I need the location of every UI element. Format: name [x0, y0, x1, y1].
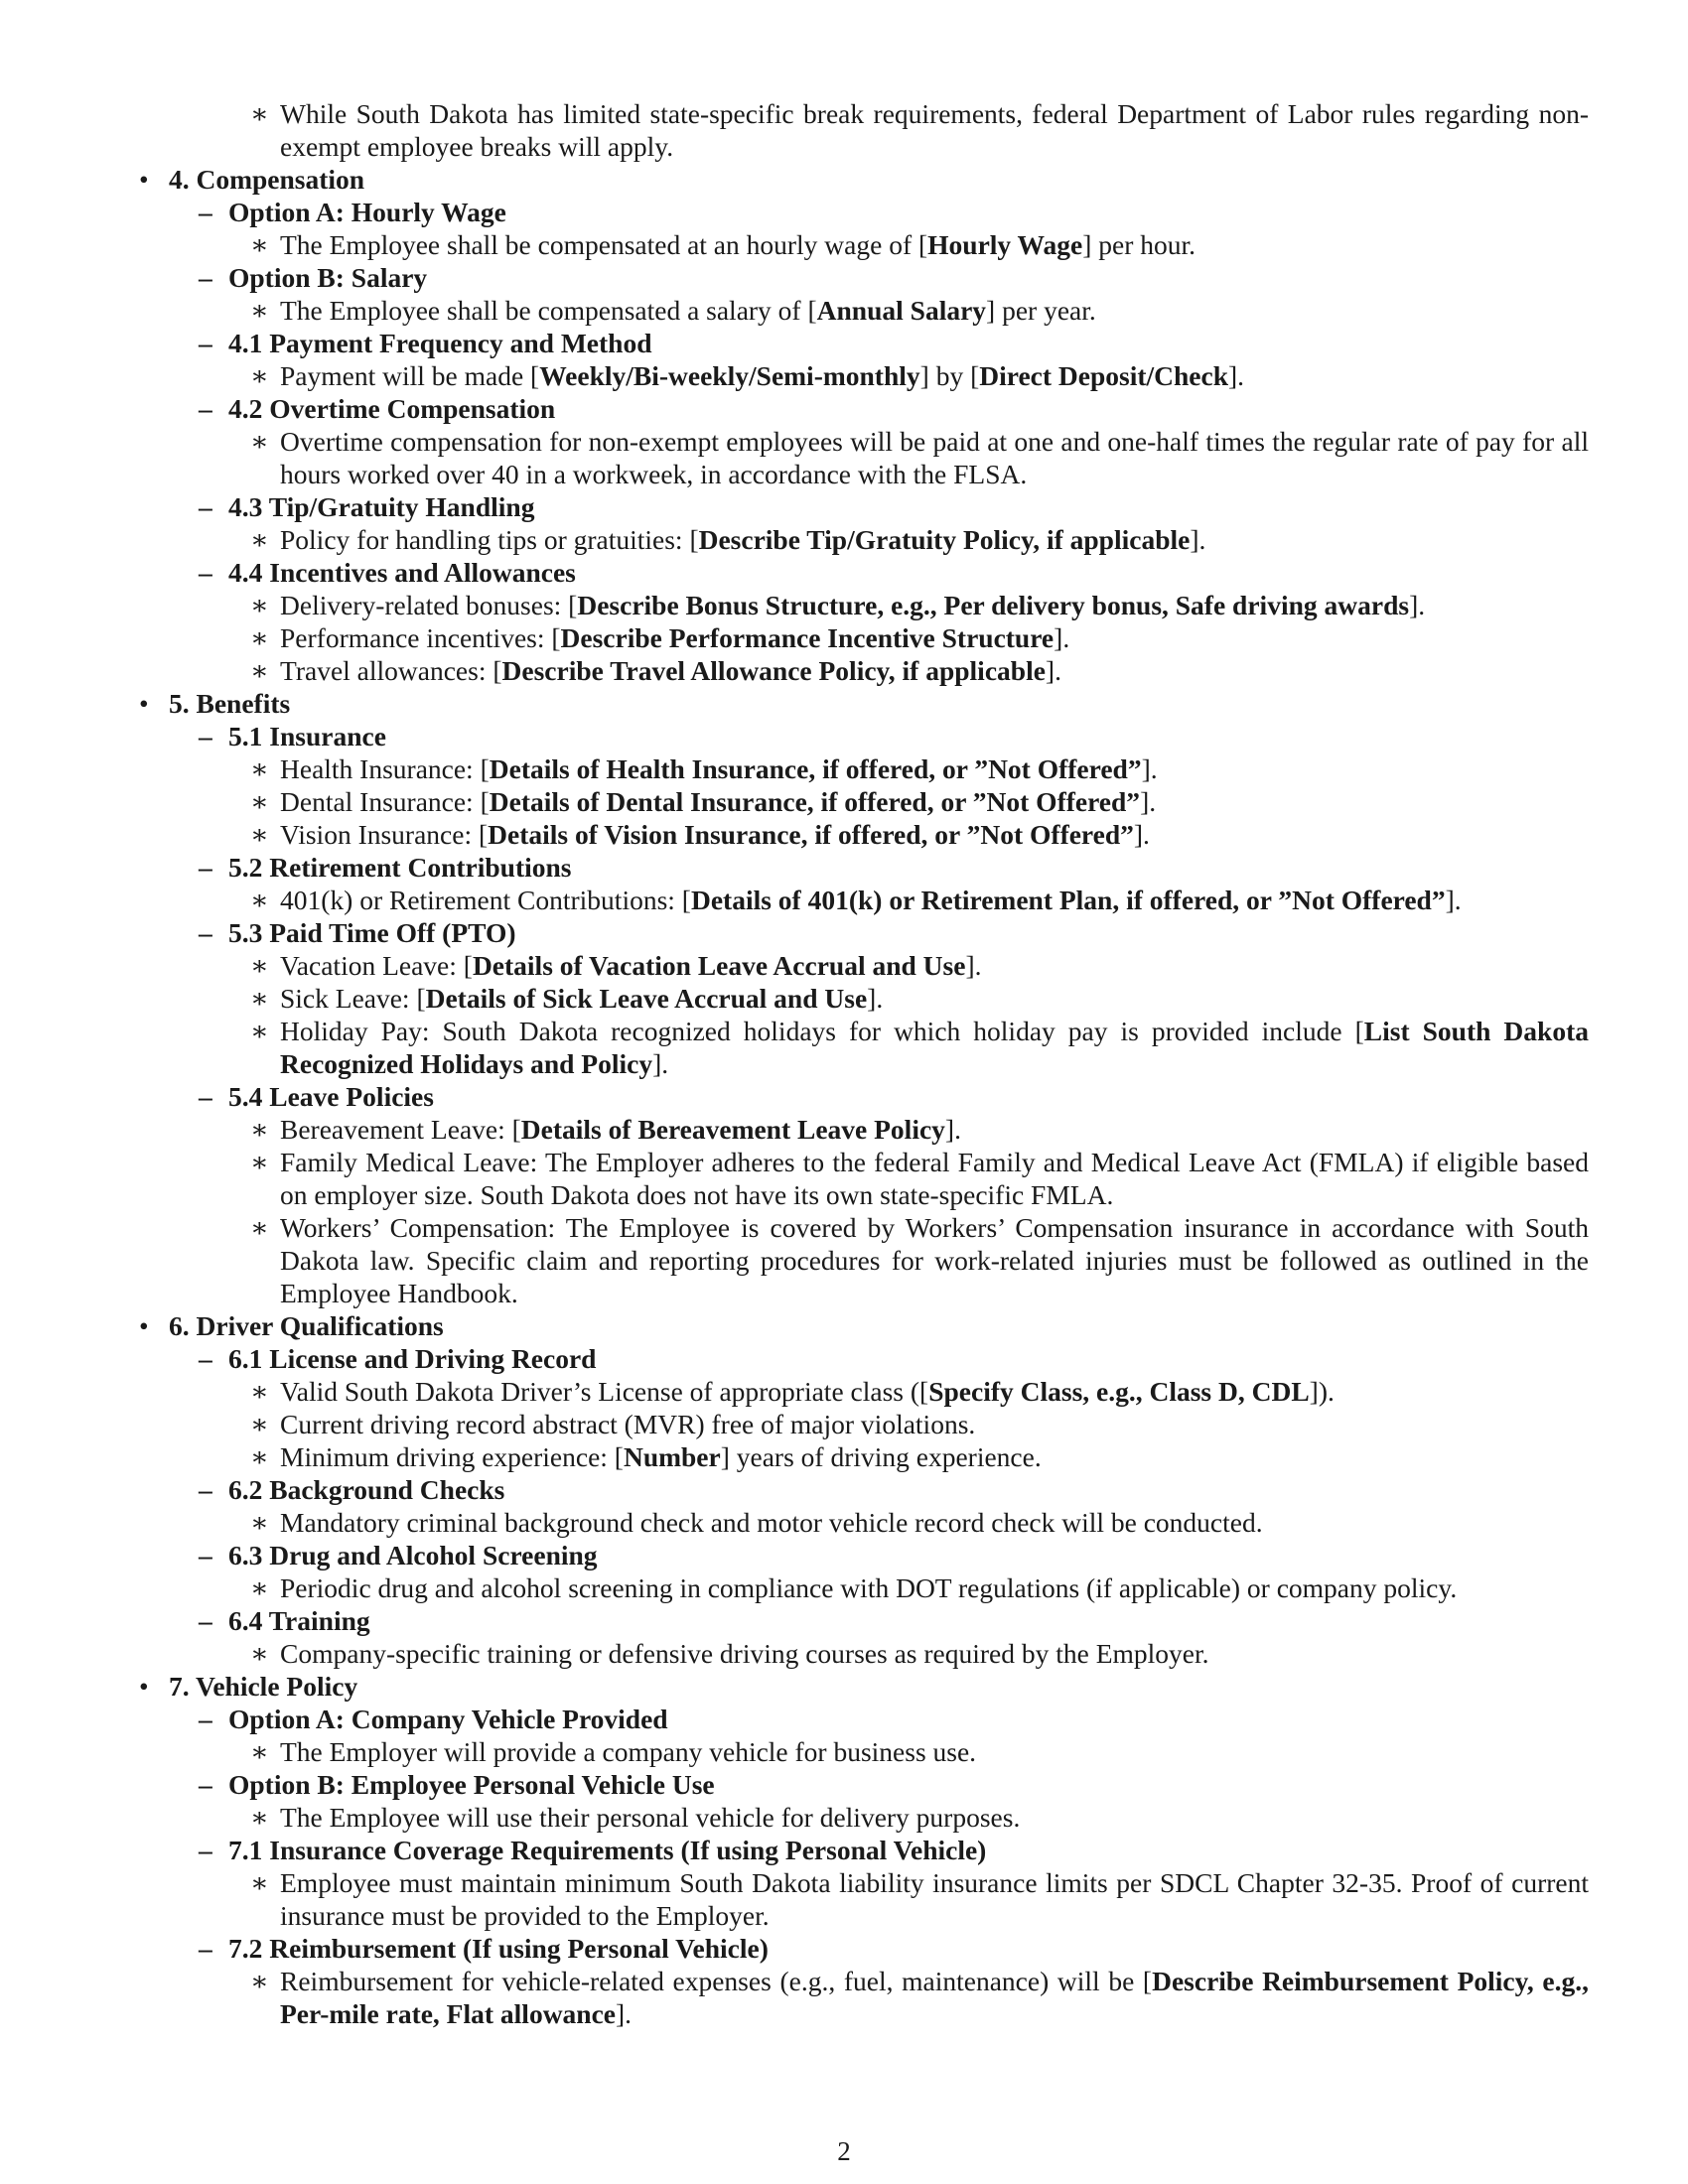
section-7-heading: • 7. Vehicle Policy: [139, 1670, 1589, 1703]
sick-leave-bullet: ∗ Sick Leave: [Details of Sick Leave Accrual and Use].: [139, 982, 1589, 1015]
workers-compensation-bullet: ∗ Workers’ Compensation: The Employee is covered by Workers’ Compensation insurance in accordance with South Dakota law. Specific claim and reporting procedures for work-related injuries must be followed as outlined in the Employee Handbook.: [139, 1211, 1589, 1309]
page-number: 2: [837, 2136, 851, 2166]
section-4-heading: • 4. Compensation: [139, 163, 1589, 196]
holidays-placeholder: List South Dakota Recognized Holidays and Policy: [280, 1016, 1589, 1079]
tip-policy-placeholder: Describe Tip/Gratuity Policy, if applicable: [698, 524, 1191, 555]
travel-allowance-placeholder: Describe Travel Allowance Policy, if applicable: [501, 655, 1046, 686]
salary-bullet: ∗ The Employee shall be compensated a salary of [Annual Salary] per year.: [139, 294, 1589, 327]
section-7-2-heading: – 7.2 Reimbursement (If using Personal Vehicle): [139, 1932, 1589, 1965]
health-insurance-bullet: ∗ Health Insurance: [Details of Health Insurance, if offered, or ”Not Offered”].: [139, 752, 1589, 785]
tip-policy-bullet: ∗ Policy for handling tips or gratuities: [Describe Tip/Gratuity Policy, if applicable].: [139, 523, 1589, 556]
break-requirements-bullet: ∗ While South Dakota has limited state-specific break requirements, federal Department of Labor rules regarding non-exempt employee breaks will apply.: [139, 97, 1589, 163]
section-4-3-heading: – 4.3 Tip/Gratuity Handling: [139, 490, 1589, 523]
section-5-3-heading: – 5.3 Paid Time Off (PTO): [139, 916, 1589, 949]
driving-record-bullet: ∗ Current driving record abstract (MVR) free of major violations.: [139, 1408, 1589, 1440]
section-6-2-heading: – 6.2 Background Checks: [139, 1473, 1589, 1506]
company-vehicle-bullet: ∗ The Employer will provide a company vehicle for business use.: [139, 1735, 1589, 1768]
reimbursement-placeholder: Describe Reimbursement Policy, e.g., Per-mile rate, Flat allowance: [280, 1966, 1589, 2029]
payment-frequency-bullet: ∗ Payment will be made [Weekly/Bi-weekly/Semi-monthly] by [Direct Deposit/Check].: [139, 359, 1589, 392]
overtime-bullet: ∗ Overtime compensation for non-exempt employees will be paid at one and one-half times the regular rate of pay for all hours worked over 40 in a workweek, in accordance with the FLSA.: [139, 425, 1589, 490]
bonus-structure-placeholder: Describe Bonus Structure, e.g., Per delivery bonus, Safe driving awards: [577, 590, 1410, 620]
section-6-1-heading: – 6.1 License and Driving Record: [139, 1342, 1589, 1375]
section-5-2-heading: – 5.2 Retirement Contributions: [139, 851, 1589, 884]
training-bullet: ∗ Company-specific training or defensive driving courses as required by the Employer.: [139, 1637, 1589, 1670]
option-a-company-vehicle-heading: – Option A: Company Vehicle Provided: [139, 1703, 1589, 1735]
option-b-salary-heading: – Option B: Salary: [139, 261, 1589, 294]
section-5-4-heading: – 5.4 Leave Policies: [139, 1080, 1589, 1113]
license-class-bullet: ∗ Valid South Dakota Driver’s License of appropriate class ([Specify Class, e.g., Class D, CDL]).: [139, 1375, 1589, 1408]
retirement-bullet: ∗ 401(k) or Retirement Contributions: [Details of 401(k) or Retirement Plan, if offered, or ”Not Offered”].: [139, 884, 1589, 916]
drug-screening-bullet: ∗ Periodic drug and alcohol screening in compliance with DOT regulations (if applicable) or company policy.: [139, 1571, 1589, 1604]
performance-incentive-bullet: ∗ Performance incentives: [Describe Performance Incentive Structure].: [139, 621, 1589, 654]
driving-experience-bullet: ∗ Minimum driving experience: [Number] years of driving experience.: [139, 1440, 1589, 1473]
health-insurance-placeholder: Details of Health Insurance, if offered, or ”Not Offered”: [489, 753, 1142, 784]
dental-insurance-placeholder: Details of Dental Insurance, if offered, or ”Not Offered”: [489, 786, 1141, 817]
dental-insurance-bullet: ∗ Dental Insurance: [Details of Dental Insurance, if offered, or ”Not Offered”].: [139, 785, 1589, 818]
option-a-hourly-heading: – Option A: Hourly Wage: [139, 196, 1589, 228]
sick-leave-placeholder: Details of Sick Leave Accrual and Use: [425, 983, 868, 1014]
section-4-2-heading: – 4.2 Overtime Compensation: [139, 392, 1589, 425]
hourly-wage-bullet: ∗ The Employee shall be compensated at an hourly wage of [Hourly Wage] per hour.: [139, 228, 1589, 261]
vision-insurance-bullet: ∗ Vision Insurance: [Details of Vision Insurance, if offered, or ”Not Offered”].: [139, 818, 1589, 851]
section-6-4-heading: – 6.4 Training: [139, 1604, 1589, 1637]
payment-method-placeholder: Direct Deposit/Check: [979, 360, 1228, 391]
bereavement-leave-bullet: ∗ Bereavement Leave: [Details of Bereavement Leave Policy].: [139, 1113, 1589, 1146]
pay-frequency-placeholder: Weekly/Bi-weekly/Semi-monthly: [539, 360, 920, 391]
section-4-1-heading: – 4.1 Payment Frequency and Method: [139, 327, 1589, 359]
delivery-bonus-bullet: ∗ Delivery-related bonuses: [Describe Bonus Structure, e.g., Per delivery bonus, Safe driving awards].: [139, 589, 1589, 621]
section-7-1-heading: – 7.1 Insurance Coverage Requirements (If using Personal Vehicle): [139, 1834, 1589, 1866]
document-body: [139, 97, 1589, 2030]
section-5-heading: • 5. Benefits: [139, 687, 1589, 720]
insurance-coverage-bullet: ∗ Employee must maintain minimum South Dakota liability insurance limits per SDCL Chapter 32-35. Proof of current insurance must be provided to the Employer.: [139, 1866, 1589, 1932]
option-b-personal-vehicle-heading: – Option B: Employee Personal Vehicle Use: [139, 1768, 1589, 1801]
background-check-bullet: ∗ Mandatory criminal background check and motor vehicle record check will be conducted.: [139, 1506, 1589, 1539]
section-6-3-heading: – 6.3 Drug and Alcohol Screening: [139, 1539, 1589, 1571]
vision-insurance-placeholder: Details of Vision Insurance, if offered, or ”Not Offered”: [488, 819, 1134, 850]
license-class-placeholder: Specify Class, e.g., Class D, CDL: [928, 1376, 1310, 1407]
section-6-heading: • 6. Driver Qualifications: [139, 1309, 1589, 1342]
vacation-leave-placeholder: Details of Vacation Leave Accrual and Use: [472, 950, 966, 981]
travel-allowance-bullet: ∗ Travel allowances: [Describe Travel Allowance Policy, if applicable].: [139, 654, 1589, 687]
vacation-leave-bullet: ∗ Vacation Leave: [Details of Vacation Leave Accrual and Use].: [139, 949, 1589, 982]
section-4-4-heading: – 4.4 Incentives and Allowances: [139, 556, 1589, 589]
years-experience-placeholder: Number: [623, 1441, 721, 1472]
hourly-wage-placeholder: Hourly Wage: [927, 229, 1083, 260]
bereavement-placeholder: Details of Bereavement Leave Policy: [520, 1114, 945, 1145]
section-5-1-heading: – 5.1 Insurance: [139, 720, 1589, 752]
family-medical-leave-bullet: ∗ Family Medical Leave: The Employer adheres to the federal Family and Medical Leave Act (FMLA) if eligible based on employer size. South Dakota does not have its own state-specific FMLA.: [139, 1146, 1589, 1211]
retirement-placeholder: Details of 401(k) or Retirement Plan, if offered, or ”Not Offered”: [690, 885, 1446, 915]
annual-salary-placeholder: Annual Salary: [816, 295, 987, 326]
reimbursement-bullet: ∗ Reimbursement for vehicle-related expenses (e.g., fuel, maintenance) will be [Describe Reimbursement Policy, e.g., Per-mile rate, Flat allowance].: [139, 1965, 1589, 2030]
personal-vehicle-bullet: ∗ The Employee will use their personal vehicle for delivery purposes.: [139, 1801, 1589, 1834]
performance-incentive-placeholder: Describe Performance Incentive Structure: [560, 622, 1055, 653]
holiday-pay-bullet: ∗ Holiday Pay: South Dakota recognized holidays for which holiday pay is provided include [List South Dakota Recognized Holidays and Policy].: [139, 1015, 1589, 1080]
